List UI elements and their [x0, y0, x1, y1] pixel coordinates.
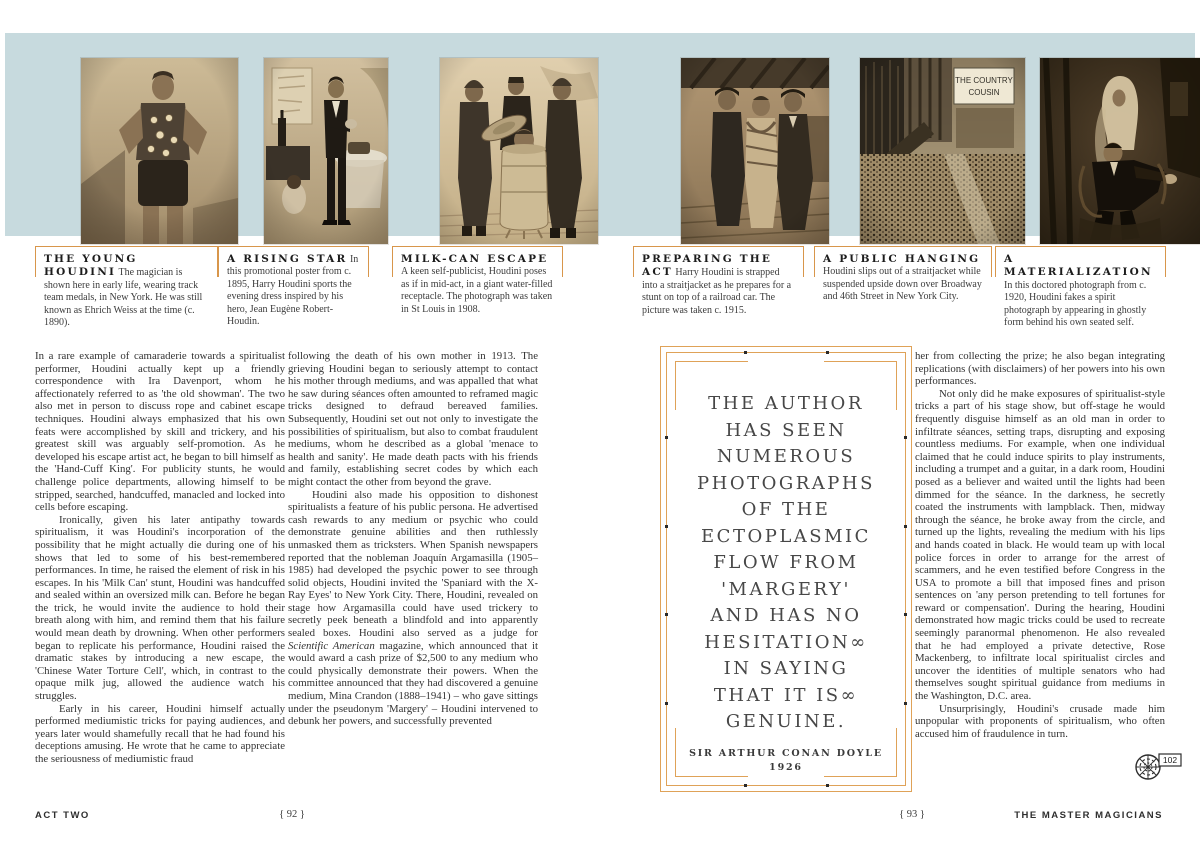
caption-title: PREPARING THE ACT — [642, 253, 773, 279]
caption-title: THE YOUNG HOUDINI — [44, 253, 138, 279]
paragraph: following the death of his own mother in 1913. The grieving Houdini began to seriously attempt to contact his mother through mediums, and was appalled that what he saw during séances often amounted to reframed magic tricks designed to defraud bereaved families. Subsequently, Houdini set out not only to investigate the possibilities of spiritualism, but also to combat fraudulent mediums, whom he described as a global 'menace to health and sanity'. He made death pacts with his friends and family, establishing secret codes by which each might contact the other from beyond the grave. — [288, 350, 538, 488]
caption-materialization — [995, 246, 1166, 329]
quote-line: GENUINE. — [725, 711, 847, 732]
caption-frame — [218, 246, 369, 277]
caption-title: A PUBLIC HANGING — [823, 253, 981, 265]
photo-preparing-the-act — [681, 58, 829, 244]
paragraph: Unsurprisingly, Houdini's crusade made him unpopular with proponents of spiritualism, who often accused him of fraudulence in turn. — [915, 702, 1165, 740]
broadway-crowd-illustration — [860, 58, 1025, 244]
spiral-reference-icon — [1134, 748, 1184, 782]
quote-dot — [826, 351, 829, 354]
paragraph: Early in his career, Houdini himself actually performed mediumistic tricks for paying audiences, and years later would shamefully recall that he had found his deceptions amusing. He wrote that he came to appreciate the seriousness of mediumistic fraud — [35, 702, 285, 765]
caption-rising-star — [218, 246, 369, 328]
right-page-column — [915, 350, 1165, 740]
straitjacket-illustration — [681, 58, 829, 244]
quote-dot — [826, 784, 829, 787]
quote-year: 1926 — [769, 761, 803, 773]
paragraph: Not only did he make exposures of spiritualist-style tricks a part of his stage show, but off-stage he would frequently disguise himself as an old man in order to infiltrate séances, setting traps, disrupting and exposing countless mediums. For example, when one individual claimed that he could induce spirits to play instruments, including a trumpet and a guitar, in a dark room, Houdini posed as a believer and waited until the lights had been dimmed for the séance. In the darkness, he secretly coated the instruments with lampblack. Then, midway through the séance, he broke away from the circle, and turned up the lights, revealing the medium with his lips and hands coated in black. He would team up with local police forces in order to arrange for the arrest of scammers, and he even testified before Congress in the USA to promote a bill that imposed fines and prison sentences on 'any person pretending to tell fortunes for reward or compensation'. During the hearing, Houdini demonstrated how magic tricks could be used to recreate seemingly paranormal phenomenon. He also revealed that he had employed a private detective, Rose Mackenberg, to infiltrate local spiritualist circles and uncover the identities of multiple senators who had themselves sought spiritual guidance from mediums in the Washington, D.C. area. — [915, 387, 1165, 703]
rising-star-illustration — [264, 58, 388, 244]
paragraph: Ironically, given his later antipathy towards spiritualism, it was Houdini's incorporation of the possibility that he might actually die during one of his shows that led to some of his best-remembered performances. In time, he raised the element of risk in his escapes. In his 'Milk Can' stunt, Houdini was handcuffed and sealed within an oversized milk can. Before he began the trick, he would invite the audience to hold their breath along with him, and remind them that his failure would mean death by drowning. When other performers began to replicate his performance, Houdini raised the dramatic stakes by introducing a new escape, the 'Chinese Water Torture Cell', which, in contrast to the opaque milk jug, allowed the audience watch his struggles. — [35, 513, 285, 703]
photo-young-houdini — [81, 58, 238, 244]
caption-frame — [392, 246, 563, 277]
caption-title: MILK-CAN ESCAPE — [401, 253, 549, 265]
quote-line: IN SAYING — [723, 658, 849, 679]
caption-text: Harry Houdini is strapped into a straitjacket as he prepares for a stunt on top of a railroad car. The picture was taken c. 1915. — [642, 267, 792, 316]
quote-dot — [744, 784, 747, 787]
caption-milk-can-escape — [392, 246, 563, 316]
caption-text: Houdini slips out of a straitjacket while suspended upside down over Broadway and 46th Street in New York City. — [823, 266, 982, 303]
caption-public-hanging — [814, 246, 992, 304]
caption-frame — [995, 246, 1166, 277]
caption-text: In this promotional poster from c. 1895, Harry Houdini sports the evening dress inspired by his hero, Jean Eugène Robert-Houdin. — [227, 254, 359, 328]
quote-line: NUMEROUS — [716, 446, 856, 467]
milk-can-illustration — [440, 58, 598, 244]
reference-number: 102 — [1162, 755, 1178, 766]
quote-text — [661, 391, 911, 773]
paragraph: In a rare example of camaraderie towards a spiritualist performer, Houdini actually kept up a friendly correspondence with Ira Davenport, whom he affectionately referred to as 'the old showman'. The two also met in person to discuss rope and cabinet escape techniques. Houdini always emphasized that his own feats were accomplished by skill and trickery, and his greatest skill was arguably self-promotion. As he developed his escape artist act, he began to bill himself as the 'Hand-Cuff King'. For publicity stunts, he would challenge police departments, allowing himself to be stripped, searched, handcuffed, manacled and locked into cells before escaping. — [35, 350, 285, 514]
cross-reference-marker — [1134, 748, 1184, 782]
pull-quote-box — [660, 346, 912, 792]
quote-line: AND HAS NO — [710, 605, 862, 626]
caption-text: A keen self-publicist, Houdini poses as if in mid-act, in a giant water-filled receptacle. The photograph was taken in St Louis in 1908. — [401, 266, 553, 315]
photo-rising-star — [264, 58, 388, 244]
quote-line: THE AUTHOR — [708, 393, 864, 414]
left-page-column-1 — [35, 350, 285, 766]
quote-dot — [744, 351, 747, 354]
young-houdini-illustration — [81, 58, 238, 244]
quote-line: PHOTOGRAPHS — [697, 472, 875, 494]
quote-lines — [661, 391, 911, 736]
quote-line: FLOW FROM — [713, 552, 859, 573]
photo-materialization — [1040, 58, 1200, 244]
running-footer-act: ACT TWO — [35, 810, 90, 821]
caption-text: In this doctored photograph from c. 1920, Houdini fakes a spirit photograph by appearing in ghostly form behind his own seated self. — [1004, 279, 1147, 329]
left-page-column-2 — [288, 350, 538, 728]
quote-line: HAS SEEN — [725, 419, 847, 441]
photo-milk-can-escape — [440, 58, 598, 244]
caption-title: A RISING STAR — [227, 253, 348, 265]
caption-young-houdini — [35, 246, 218, 329]
quote-line: THAT IT IS∞ — [713, 684, 859, 706]
paragraph: her from collecting the prize; he also began integrating replications (with disclaimers) of her powers into his own performances. — [915, 350, 1165, 388]
quote-attribution: SIR ARTHUR CONAN DOYLE — [689, 747, 883, 759]
caption-text: The magician is shown here in early life, wearing track team medals, in New York. He was still known as Ehrich Weiss at the time (c. 1890). — [44, 267, 203, 329]
paragraph: Houdini also made his opposition to dishonest spiritualists a feature of his public persona. He advertised cash rewards to any medium or psychic who could demonstrate genuine abilities and then ruthlessly unmasked them as tricksters. When Spanish newspapers reported that the nobleman Joaquín Argamasilla (1905–1985) had developed the psychic power to see through solid objects, Houdini invited the 'Spaniard with the X-Ray Eyes' to New York City. There, Houdini, revealed on stage how Argamasilla could have used trickery to secretly peek beneath a blindfold and into apparently sealed boxes. Houdini also served as a judge for Scientific American magazine, which announced that it would award a cash prize of $2,500 to any medium who could physically demonstrate their powers. When the committee announced that they had discovered a genuine medium, Mina Crandon (1888–1941) – who gave sittings under the pseudonym 'Margery' – Houdini intervened to debunk her powers, and successfully prevented — [288, 488, 539, 728]
running-footer-title: THE MASTER MAGICIANS — [1014, 810, 1163, 821]
caption-preparing-the-act — [633, 246, 804, 317]
caption-title: A MATERIALIZATION — [1004, 253, 1153, 279]
caption-frame — [814, 246, 992, 277]
page-number-right: { 93 } — [899, 809, 925, 820]
quote-line: 'MARGERY' — [721, 578, 851, 600]
spirit-photo-illustration — [1040, 58, 1200, 244]
photo-public-hanging — [860, 58, 1025, 244]
quote-line: OF THE — [741, 499, 831, 520]
quote-line: ECTOPLASMIC — [701, 525, 871, 547]
quote-line: HESITATION∞ — [704, 631, 868, 653]
caption-frame — [633, 246, 804, 277]
page-number-left: { 92 } — [279, 809, 305, 820]
caption-frame — [35, 246, 218, 277]
